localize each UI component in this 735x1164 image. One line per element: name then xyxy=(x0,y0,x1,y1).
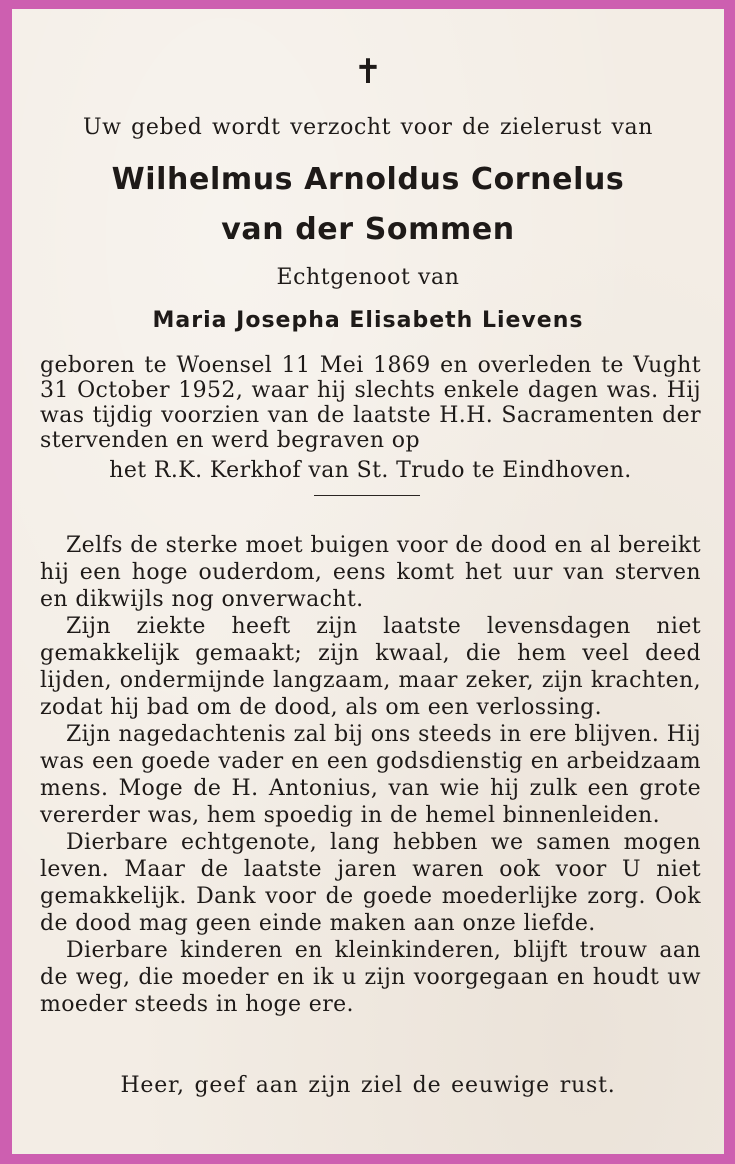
paragraph: Zijn nagedachtenis zal bij ons steeds in ere blijven. Hij was een goede vader en een godsdienstig en arbeidzaam mens. Moge de H. Antonius, van wie hij zulk een grote vererder was, hem spoedig in de hemel binnenleiden. xyxy=(40,722,701,828)
memorial-text xyxy=(40,532,701,1018)
paragraph: Zelfs de sterke moet buigen voor de dood en al bereikt hij een hoge ouderdom, eens komt het uur van sterven en dikwijls nog onverwacht. xyxy=(40,533,701,612)
closing-prayer: Heer, geef aan zijn ziel de eeuwige rust. xyxy=(120,1073,616,1098)
card-paper xyxy=(12,9,724,1154)
paragraph: Dierbare echtgenote, lang hebben we samen mogen leven. Maar de laatste jaren waren ook voor U niet gemakkelijk. Dank voor de goede moederlijke zorg. Ook de dood mag geen einde maken aan onze liefde. xyxy=(40,830,701,936)
prayer-request: Uw gebed wordt verzocht voor de zielerust van xyxy=(82,115,654,140)
paragraph: Zijn ziekte heeft zijn laatste levensdagen niet gemakkelijk gemaakt; zijn kwaal, die hem veel deed lijden, ondermijnde langzaam, maar zeker, zijn krachten, zodat hij bad om de dood, als om een verlossing. xyxy=(40,614,701,720)
paragraph: Dierbare kinderen en kleinkinderen, blijft trouw aan de weg, die moeder en ik u zijn voorgegaan en houdt uw moeder steeds in hoge ere. xyxy=(40,938,701,1017)
spouse-label: Echtgenoot van xyxy=(276,265,460,290)
biography: geboren te Woensel 11 Mei 1869 en overleden te Vught 31 October 1952, waar hij slechts enkele dagen was. Hij was tijdig voorzien van de laatste H.H. Sacramenten der stervenden en werd begraven op xyxy=(40,353,701,453)
biography-burial-line: het R.K. Kerkhof van St. Trudo te Eindhoven. xyxy=(109,458,632,483)
spouse-name: Maria Josepha Elisabeth Lievens xyxy=(152,308,584,333)
deceased-name-line1: Wilhelmus Arnoldus Cornelus xyxy=(111,162,625,197)
cross-icon: ✝ xyxy=(353,52,383,92)
deceased-name-line2: van der Sommen xyxy=(221,212,515,247)
divider xyxy=(314,495,420,496)
